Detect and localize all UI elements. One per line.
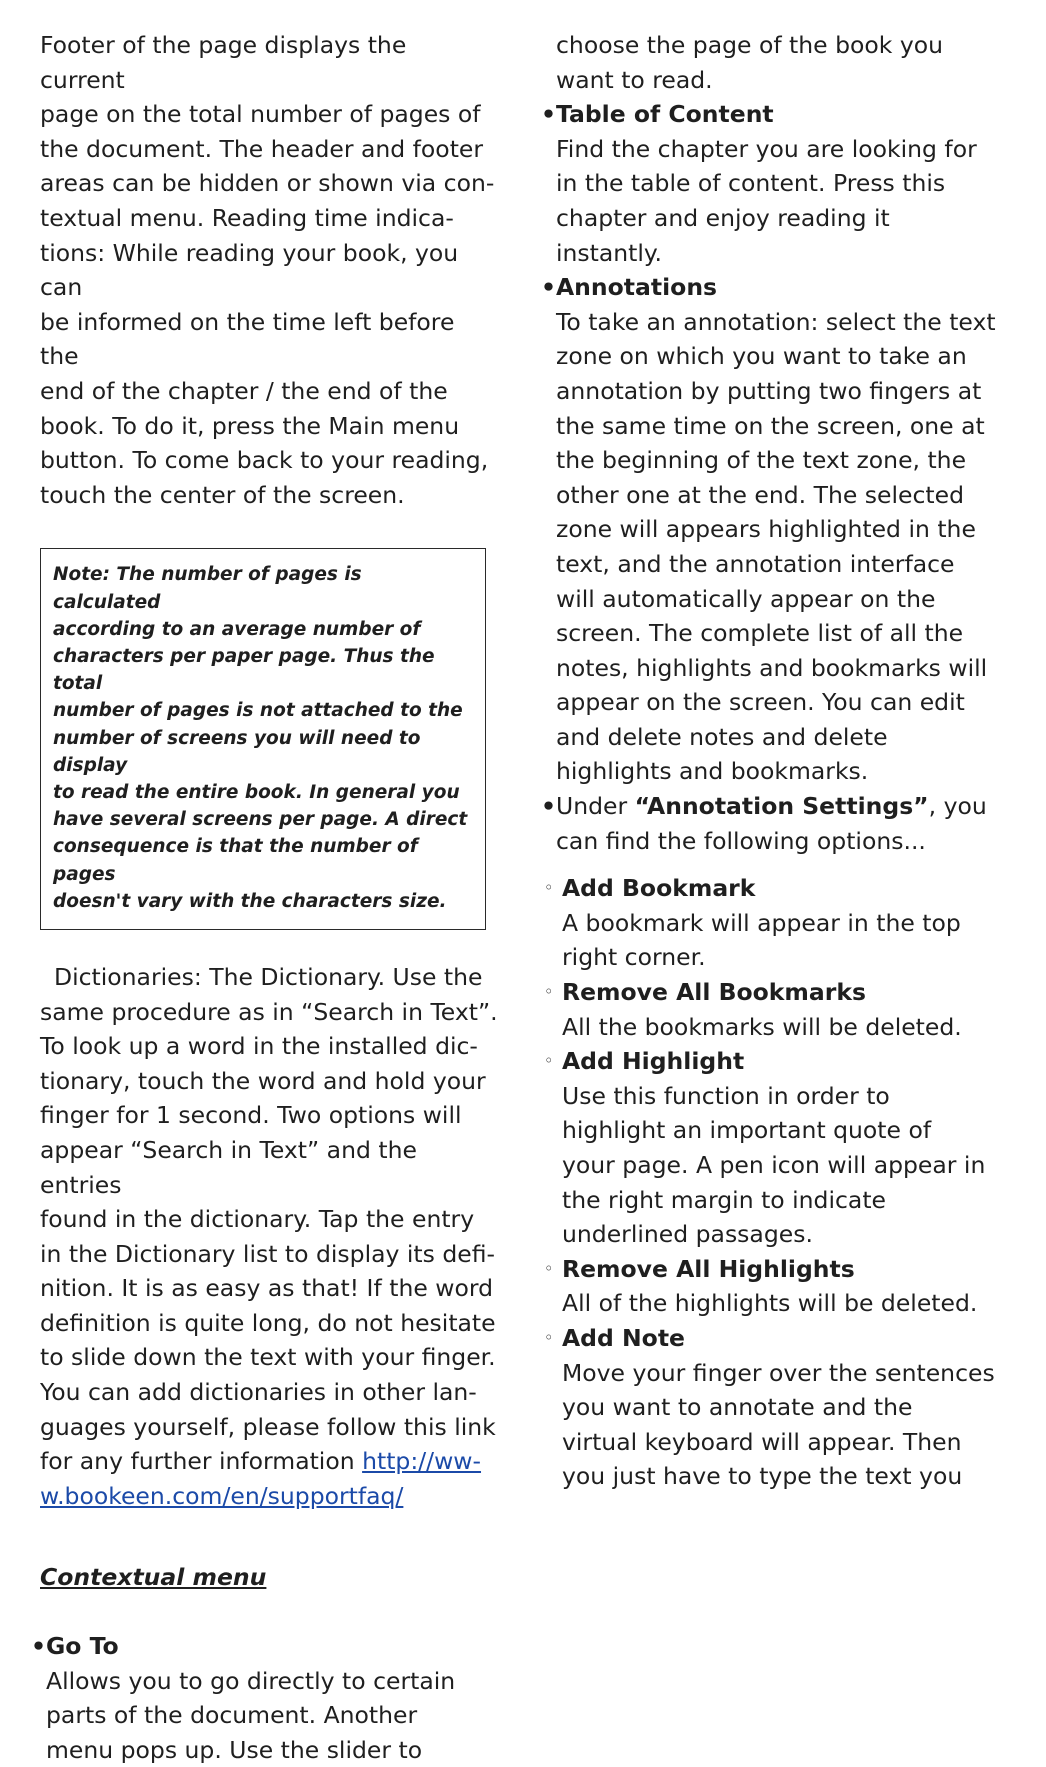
option-add-bookmark <box>544 871 1008 975</box>
settings-prefix: Under <box>556 792 635 821</box>
note-line: to read the entire book. In general you <box>53 781 460 803</box>
toc-item <box>541 97 1008 270</box>
text-line: found in the dictionary. Tap the entry <box>40 1205 475 1234</box>
option-add-highlight <box>544 1044 1008 1252</box>
section-title-contextual-menu: Contextual menu <box>40 1563 267 1592</box>
annotations-item <box>541 270 1008 789</box>
bullet-icon: • <box>541 792 557 821</box>
text-line: for any further information <box>40 1447 363 1476</box>
option-title: Add Bookmark <box>562 874 756 903</box>
text-line: you want to annotate and the <box>562 1393 913 1422</box>
text-line: nition. It is as easy as that! If the word <box>40 1274 494 1303</box>
text-line: touch the center of the screen. <box>40 480 405 509</box>
option-remove-all-highlights <box>544 1252 1008 1321</box>
text-line: you just have to type the text you <box>562 1462 963 1491</box>
toc-title: Table of Content <box>556 100 774 129</box>
text-line: page on the total number of pages of <box>40 100 481 129</box>
text-line-with-link <box>40 1444 498 1479</box>
text-line: textual menu. Reading time indica- <box>40 203 454 232</box>
option-add-note <box>544 1321 1008 1494</box>
text-line: in the Dictionary list to display its defi- <box>40 1239 496 1268</box>
text-line: right corner. <box>562 943 706 972</box>
note-line: number of screens you will need to display <box>53 727 421 776</box>
note-line: consequence is that the number of pages <box>53 836 418 885</box>
text-line: underlined passages. <box>562 1220 813 1249</box>
note-line: doesn't vary with the characters size. <box>53 890 447 912</box>
text-line: instantly. <box>556 238 662 267</box>
text-line: Find the chapter you are looking for <box>556 134 977 163</box>
text-line: and delete notes and delete <box>556 722 888 751</box>
text-line: All of the highlights will be deleted. <box>562 1289 978 1318</box>
text-line: be informed on the time left before the <box>40 307 455 371</box>
text-line: Use this function in order to <box>562 1081 890 1110</box>
text-line: tionary, touch the word and hold your <box>40 1066 486 1095</box>
hollow-bullet-icon: ◦ <box>544 1051 554 1071</box>
text-line: areas can be hidden or shown via con- <box>40 169 495 198</box>
text-line: chapter and enjoy reading it <box>556 203 890 232</box>
text-line: Move your finger over the sentences <box>562 1358 995 1387</box>
text-line: guages yourself, please follow this link <box>40 1412 496 1441</box>
settings-bold: “Annotation Settings” <box>634 792 929 821</box>
support-faq-link[interactable]: http://ww- <box>362 1447 482 1476</box>
note-line: Note: The number of pages is calculated <box>53 564 362 613</box>
text-line: your page. A pen icon will appear in <box>562 1151 986 1179</box>
option-title: Add Highlight <box>562 1047 745 1076</box>
text-line: tions: While reading your book, you can <box>40 238 459 302</box>
text-line: the same time on the screen, one at <box>556 411 985 440</box>
text-line: Allows you to go directly to certain <box>46 1666 456 1695</box>
text-line: text, and the annotation interface <box>556 549 955 578</box>
left-column <box>31 28 498 1767</box>
text-line: annotation by putting two fingers at <box>556 376 982 405</box>
text-line: want to read. <box>556 65 713 94</box>
text-line: To take an annotation: select the text <box>556 307 996 336</box>
bullet-icon: • <box>541 100 557 129</box>
text-line: zone on which you want to take an <box>556 342 967 371</box>
text-line: Footer of the page displays the current <box>40 31 407 94</box>
text-line: highlight an important quote of <box>562 1116 932 1145</box>
text-line: the right margin to indicate <box>562 1185 886 1214</box>
hollow-bullet-icon: ◦ <box>544 878 554 898</box>
bullet-icon: • <box>541 273 557 302</box>
text-line: in the table of content. Press this <box>556 169 946 198</box>
hollow-bullet-icon: ◦ <box>544 982 554 1002</box>
text-line: finger for 1 second. Two options will <box>40 1101 462 1130</box>
settings-suffix: , you <box>928 792 987 821</box>
annotation-options-list <box>528 871 1008 1494</box>
annotations-title: Annotations <box>556 273 718 302</box>
text-line: appear “Search in Text” and the entries <box>40 1135 417 1199</box>
support-faq-link-cont[interactable]: w.bookeen.com/en/supportfaq/ <box>40 1481 404 1510</box>
option-title: Add Note <box>562 1323 685 1352</box>
note-line: characters per paper page. Thus the total <box>53 645 435 695</box>
settings-line <box>556 789 1008 824</box>
text-line: other one at the end. The selected <box>556 480 964 509</box>
text-line: definition is quite long, do not hesitate <box>40 1308 496 1337</box>
text-line: highlights and bookmarks. <box>556 757 869 786</box>
text-line: Dictionaries: The Dictionary. Use the <box>54 962 483 991</box>
text-line: choose the page of the book you <box>556 31 944 59</box>
note-box <box>40 548 486 930</box>
bullet-icon: • <box>31 1632 47 1661</box>
text-line: A bookmark will appear in the top <box>562 908 961 937</box>
note-line: number of pages is not attached to the <box>53 700 463 722</box>
goto-item <box>31 1629 498 1767</box>
annotation-settings-item <box>541 789 1008 858</box>
text-line: zone will appears highlighted in the <box>556 515 976 544</box>
goto-continued <box>556 28 1008 97</box>
text-line: parts of the document. Another <box>46 1701 418 1730</box>
option-title: Remove All Bookmarks <box>562 978 866 1007</box>
text-line: virtual keyboard will appear. Then <box>562 1427 962 1456</box>
text-line: the beginning of the text zone, the <box>556 446 967 475</box>
text-line: end of the chapter / the end of the <box>40 376 448 405</box>
text-line: will automatically appear on the <box>556 584 936 613</box>
dictionaries-paragraph <box>40 960 498 1514</box>
text-line: book. To do it, press the Main menu <box>40 411 460 440</box>
text-line: All the bookmarks will be deleted. <box>562 1012 962 1041</box>
text-line: notes, highlights and bookmarks will <box>556 653 988 682</box>
text-line: appear on the screen. You can edit <box>556 688 965 717</box>
text-line: to slide down the text with your finger. <box>40 1343 496 1372</box>
note-line: have several screens per page. A direct <box>53 809 468 831</box>
text-line: You can add dictionaries in other lan- <box>40 1378 477 1407</box>
text-line: can find the following options... <box>556 826 926 855</box>
link-line <box>40 1479 498 1514</box>
text-line: same procedure as in “Search in Text”. <box>40 997 498 1026</box>
option-title: Remove All Highlights <box>562 1254 855 1283</box>
note-text <box>53 561 473 915</box>
goto-title: Go To <box>46 1632 119 1661</box>
option-remove-all-bookmarks <box>544 975 1008 1044</box>
hollow-bullet-icon: ◦ <box>544 1327 554 1347</box>
text-line: screen. The complete list of all the <box>556 619 964 648</box>
text-line: the document. The header and footer <box>40 134 484 163</box>
intro-paragraph <box>40 28 498 512</box>
text-line: button. To come back to your reading, <box>40 446 489 475</box>
right-column <box>528 28 1008 1494</box>
note-line: according to an average number of <box>53 618 421 640</box>
text-line: menu pops up. Use the slider to <box>46 1735 423 1764</box>
text-line: To look up a word in the installed dic- <box>40 1032 478 1061</box>
hollow-bullet-icon: ◦ <box>544 1258 554 1278</box>
